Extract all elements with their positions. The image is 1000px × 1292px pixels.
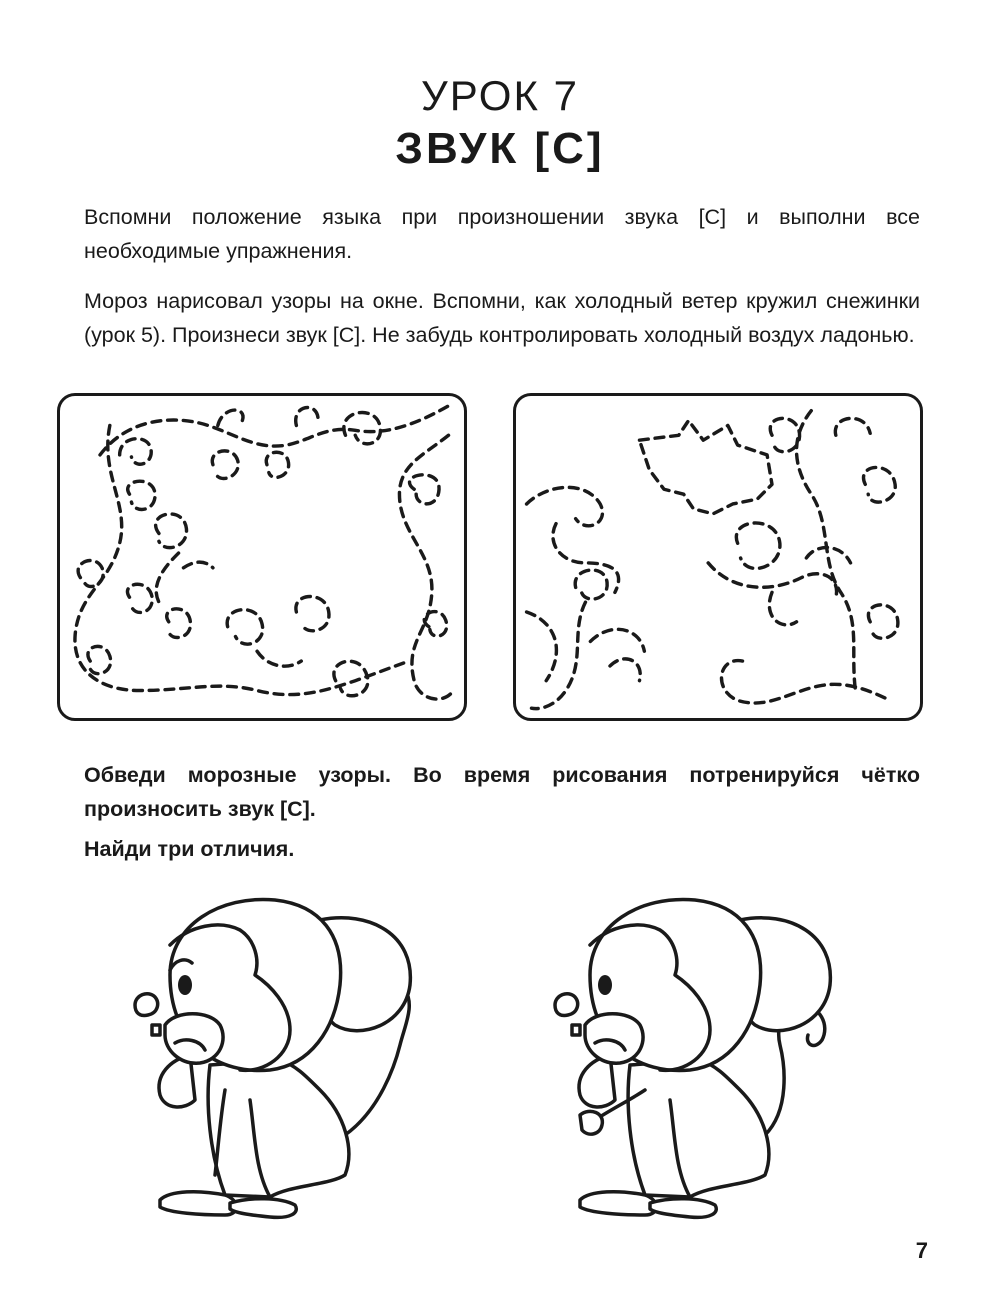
frost-pattern-right xyxy=(513,393,923,721)
sound-title: ЗВУК [С] xyxy=(395,124,605,173)
frost-swirls-left-illustration xyxy=(60,396,464,718)
monkey-right xyxy=(550,885,850,1225)
lesson-title: УРОК 7 xyxy=(421,72,579,119)
intro-paragraph-1: Вспомни положение языка при произношении звука [С] и выполни все необходимые упражнения. xyxy=(84,205,920,263)
monkey-left xyxy=(130,885,430,1225)
intro-paragraph-2: Мороз нарисовал узоры на окне. Вспомни, как холодный ветер кружил снежинки (урок 5). Произнеси звук [С]. Не забудь контролировать холодный воздух ладонью. xyxy=(84,289,920,347)
monkey-right-illustration xyxy=(550,885,850,1225)
differences-instruction: Найди три отличия. xyxy=(84,837,295,861)
frost-flowers-right-illustration xyxy=(516,396,920,718)
frost-pattern-left xyxy=(57,393,467,721)
trace-instruction: Обведи морозные узоры. Во время рисования потренируйся чётко произносить звук [С]. xyxy=(84,763,920,821)
intro-text xyxy=(84,200,920,352)
page-number: 7 xyxy=(915,1238,928,1263)
monkey-left-illustration xyxy=(130,885,430,1225)
